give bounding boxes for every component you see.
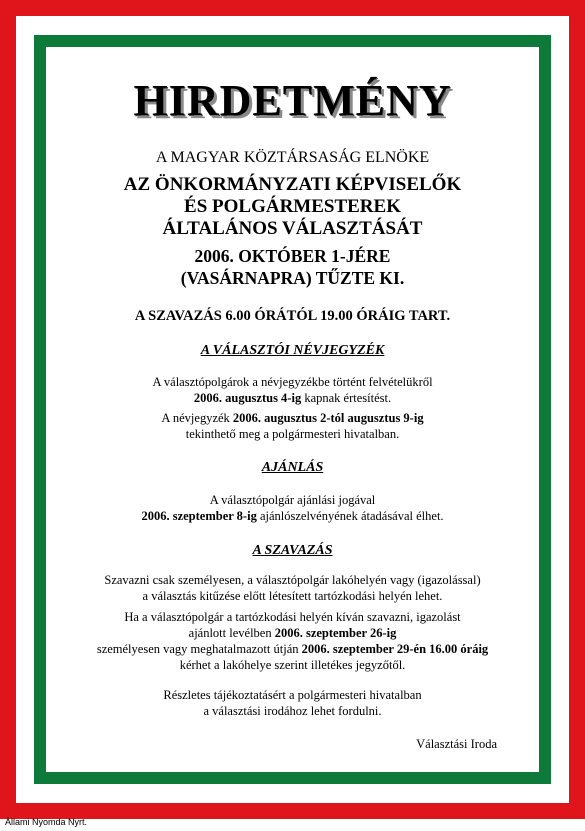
date-bold: 2006. augusztus 2-tól augusztus 9-ig <box>232 411 424 425</box>
headline-line-2: ÉS POLGÁRMESTEREK <box>184 196 401 217</box>
info-line-1: Részletes tájékoztatásért a polgármesteri hivatalban <box>163 688 422 702</box>
info-line-2: a választási irodához lehet fordulni. <box>203 704 382 718</box>
date-line-2: (VASÁRNAPRA) TŰZTE KI. <box>180 268 405 288</box>
text: személyesen vagy meghatalmazott útján <box>96 642 302 656</box>
szavazas-p2-line4: kérhet a lakóhelye szerint illetékes jegyzőtől. <box>179 658 406 672</box>
headline-line-3: ÁLTALÁNOS VÁLASZTÁSÁT <box>162 218 423 239</box>
date-bold: 2006. szeptember 8-ig <box>141 509 257 523</box>
section-heading-ajanlas <box>46 460 539 476</box>
headline-line-1: AZ ÖNKORMÁNYZATI KÉPVISELŐK <box>123 174 462 195</box>
section-heading-text: AJÁNLÁS <box>261 460 324 475</box>
szavazas-p2-line1: Ha a választópolgár a tartózkodási helyén kíván szavazni, igazolást <box>124 610 461 624</box>
section-heading-text: A VÁLASZTÓI NÉVJEGYZÉK <box>200 343 385 358</box>
date-bold: 2006. szeptember 26-ig <box>274 626 397 640</box>
szavazas-p2-line2 <box>46 626 539 641</box>
nevjegyzek-p2-line1 <box>46 411 539 426</box>
section-heading-nevjegyzek <box>46 343 539 359</box>
ajanlas-line2 <box>46 509 539 524</box>
nevjegyzek-p1-line1: A választópolgárok a névjegyzékbe történt felvételükről <box>152 375 433 389</box>
szavazas-p1-line2: a választás kitűzése előtt létesített tartózkodási helyén lehet. <box>142 589 443 603</box>
ajanlas-line1: A választópolgár ajánlási jogával <box>209 493 376 507</box>
nevjegyzek-p2-line2: tekinthető meg a polgármesteri hivatalban. <box>185 427 400 441</box>
poster-content <box>46 47 539 772</box>
section-heading-szavazas <box>46 543 539 559</box>
printer-credit: Állami Nyomda Nyrt. <box>5 817 88 827</box>
poster-title: HIRDETMÉNY <box>133 76 452 125</box>
date-bold: 2006. augusztus 4-ig <box>193 391 302 405</box>
voting-hours: A SZAVAZÁS 6.00 ÓRÁTÓL 19.00 ÓRÁIG TART. <box>134 308 451 324</box>
szavazas-p2-line3 <box>46 642 539 657</box>
text: kapnak értesítést. <box>301 391 392 405</box>
text: ajánlószelvényének átadásával élhet. <box>256 509 444 523</box>
section-heading-text: A SZAVAZÁS <box>252 543 333 558</box>
date-line-1: 2006. OKTÓBER 1-JÉRE <box>194 246 391 266</box>
text: A névjegyzék <box>161 411 233 425</box>
subtitle: A MAGYAR KÖZTÁRSASÁG ELNÖKE <box>155 149 430 166</box>
szavazas-p1-line1: Szavazni csak személyesen, a választópolgár lakóhelyén vagy (igazolással) <box>104 573 481 587</box>
date-bold: 2006. szeptember 29-én 16.00 óráig <box>301 642 489 656</box>
nevjegyzek-p1-line2 <box>46 391 539 406</box>
text: ajánlott levélben <box>188 626 275 640</box>
signature: Választási Iroda <box>416 737 497 751</box>
